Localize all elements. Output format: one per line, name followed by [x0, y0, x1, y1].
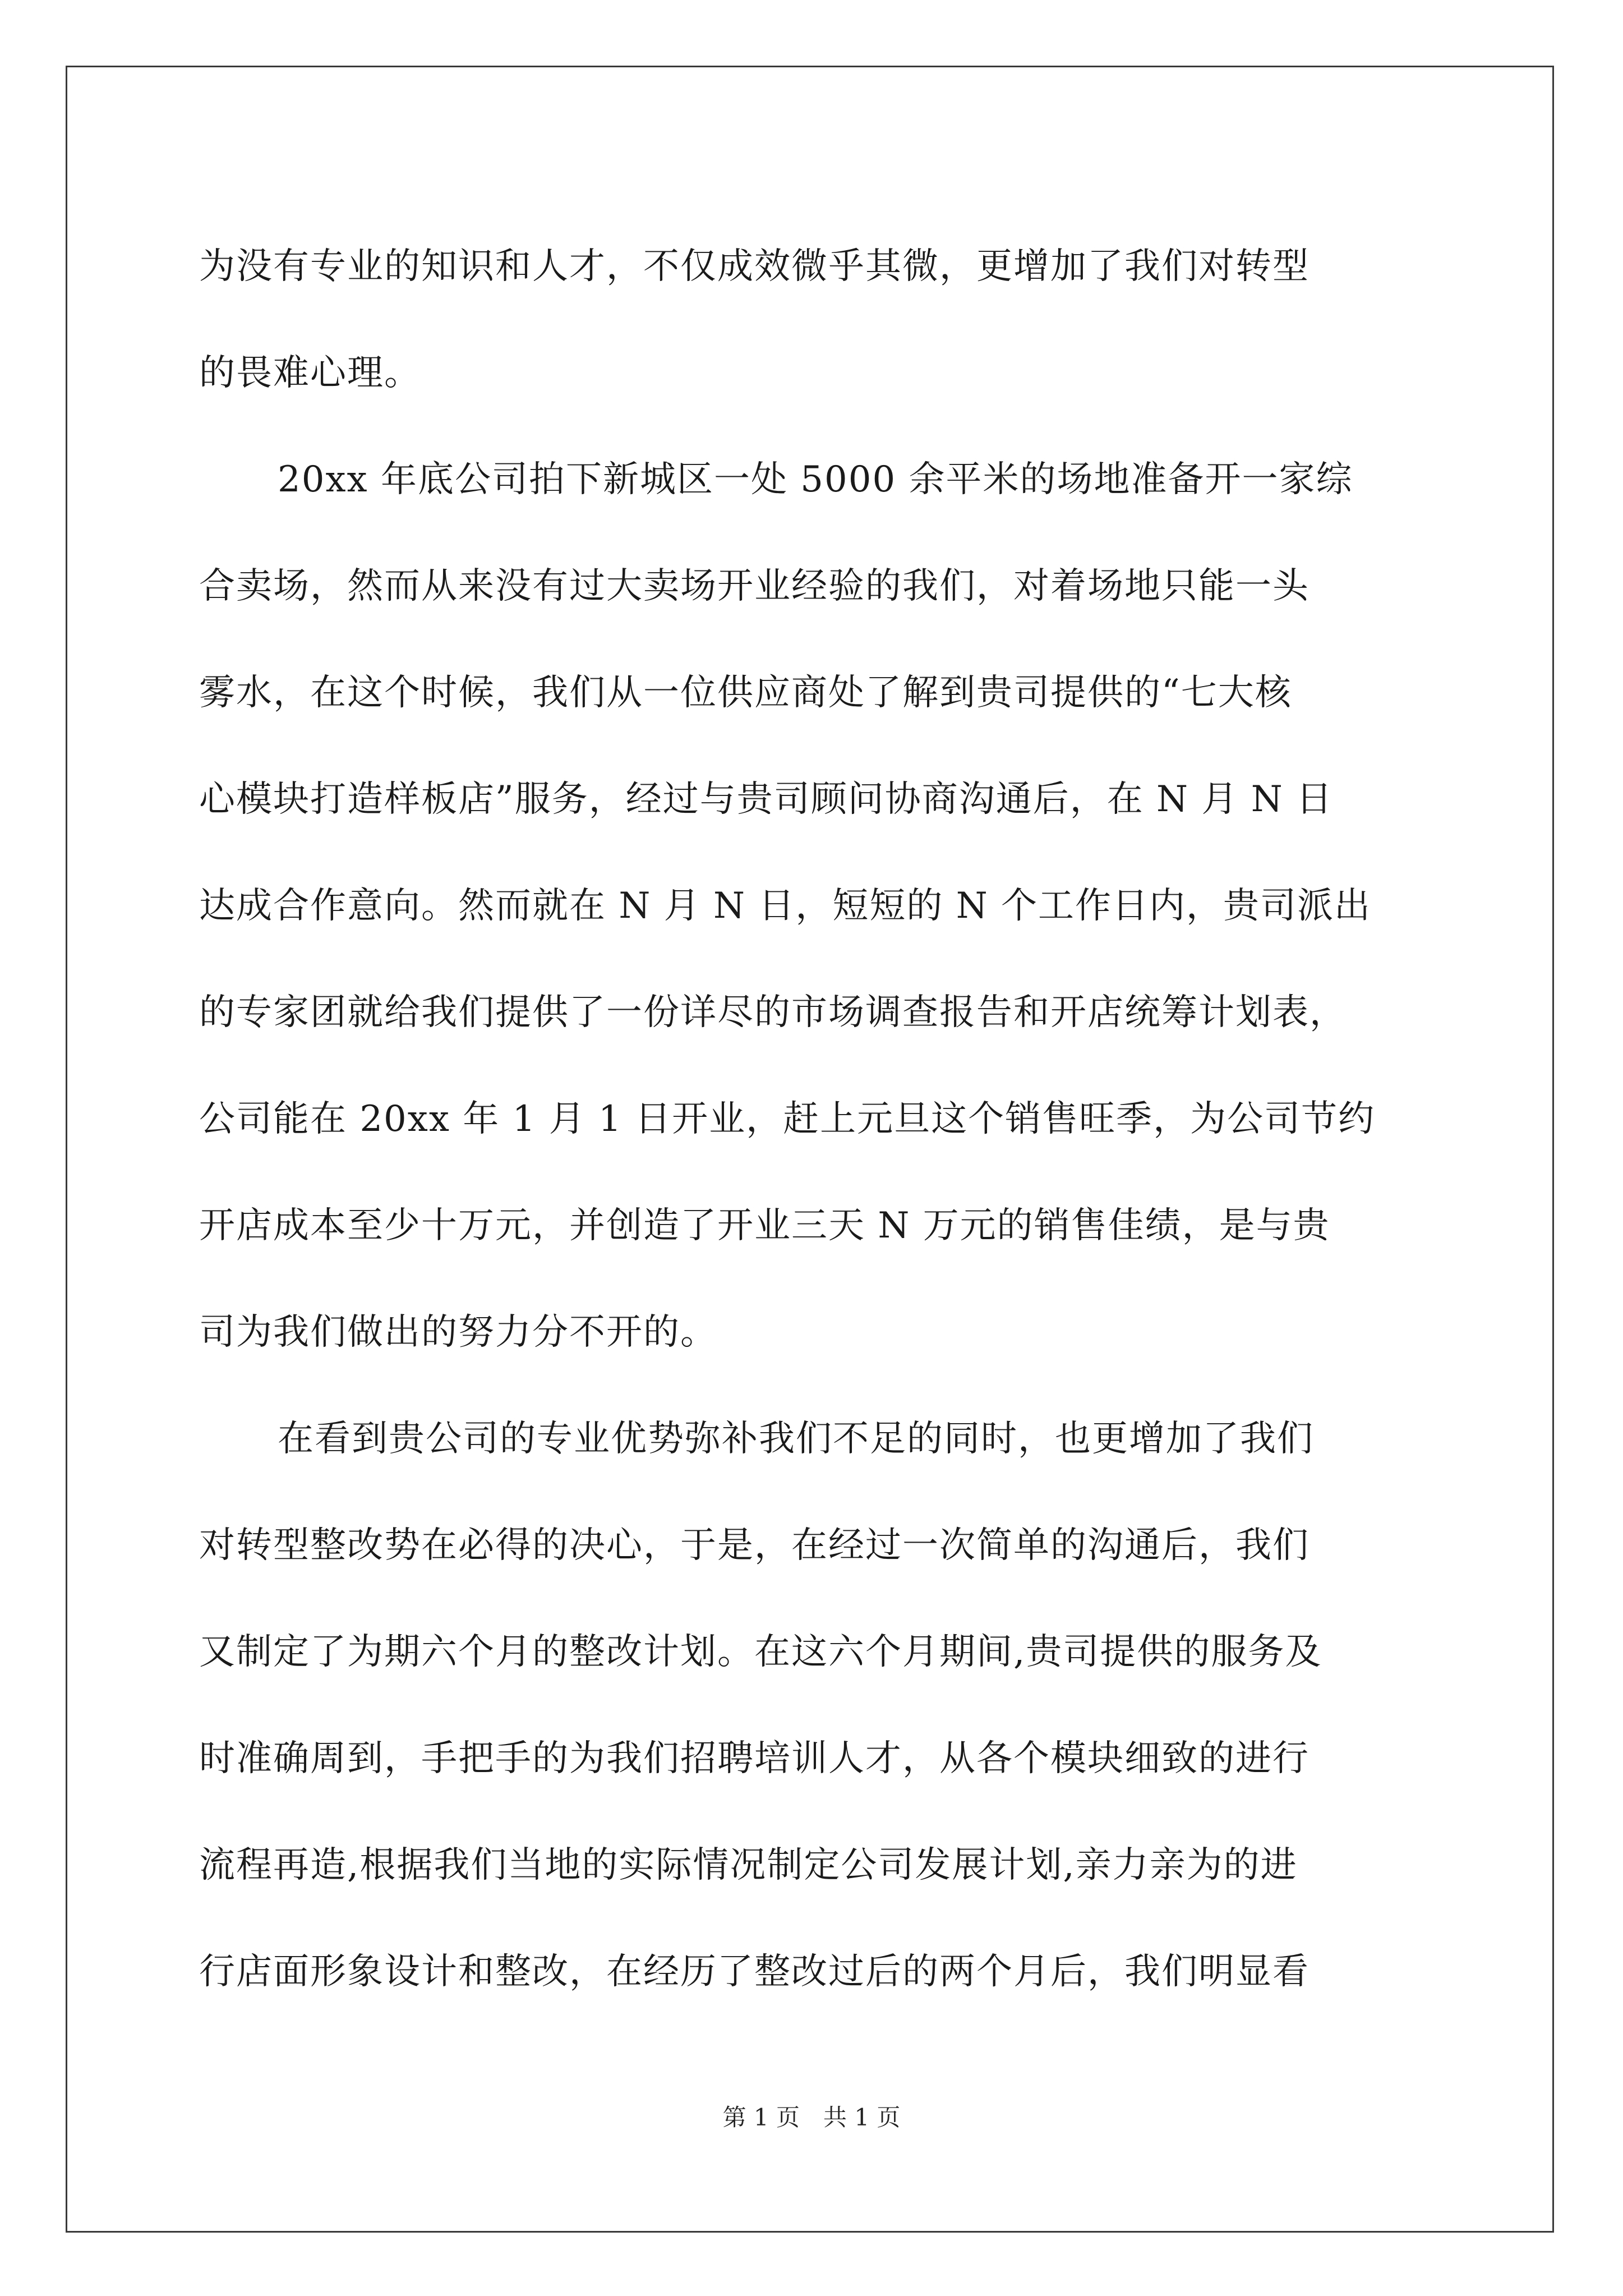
text-line: 时准确周到，手把手的为我们招聘培训人才，从各个模块细致的进行	[199, 1738, 1310, 1779]
text-line: 合卖场，然而从来没有过大卖场开业经验的我们，对着场地只能一头	[199, 565, 1310, 607]
text-line: 行店面形象设计和整改，在经历了整改过后的两个月后，我们明显看	[199, 1951, 1310, 1993]
text-line: 20xx 年底公司拍下新城区一处 5000 余平米的场地准备开一家综	[278, 459, 1353, 500]
text-line: 的专家团就给我们提供了一份详尽的市场调查报告和开店统筹计划表，	[199, 992, 1347, 1033]
text-line: 心模块打造样板店”服务，经过与贵司顾问协商沟通后，在 N 月 N 日	[199, 779, 1334, 820]
text-line: 又制定了为期六个月的整改计划。在这六个月期间,贵司提供的服务及	[199, 1631, 1322, 1673]
text-line: 达成合作意向。然而就在 N 月 N 日，短短的 N 个工作日内，贵司派出	[199, 885, 1372, 927]
text-line: 公司能在 20xx 年 1 月 1 日开业，赶上元旦这个销售旺季，为公司节约	[199, 1098, 1376, 1140]
page-footer: 第 1 页 共 1 页	[722, 2104, 901, 2131]
document-body	[199, 213, 1430, 2025]
text-line: 在看到贵公司的专业优势弥补我们不足的同时，也更增加了我们	[278, 1418, 1314, 1460]
text-line: 司为我们做出的努力分不开的。	[199, 1312, 717, 1353]
text-line: 的畏难心理。	[199, 352, 421, 394]
text-line: 为没有专业的知识和人才，不仅成效微乎其微，更增加了我们对转型	[199, 246, 1310, 287]
text-line: 雾水，在这个时候，我们从一位供应商处了解到贵司提供的“七大核	[199, 672, 1292, 714]
text-line: 流程再造,根据我们当地的实际情况制定公司发展计划,亲力亲为的进	[199, 1844, 1298, 1886]
text-line: 对转型整改势在必得的决心，于是，在经过一次简单的沟通后，我们	[199, 1525, 1310, 1566]
text-line: 开店成本至少十万元，并创造了开业三天 N 万元的销售佳绩，是与贵	[199, 1205, 1330, 1246]
